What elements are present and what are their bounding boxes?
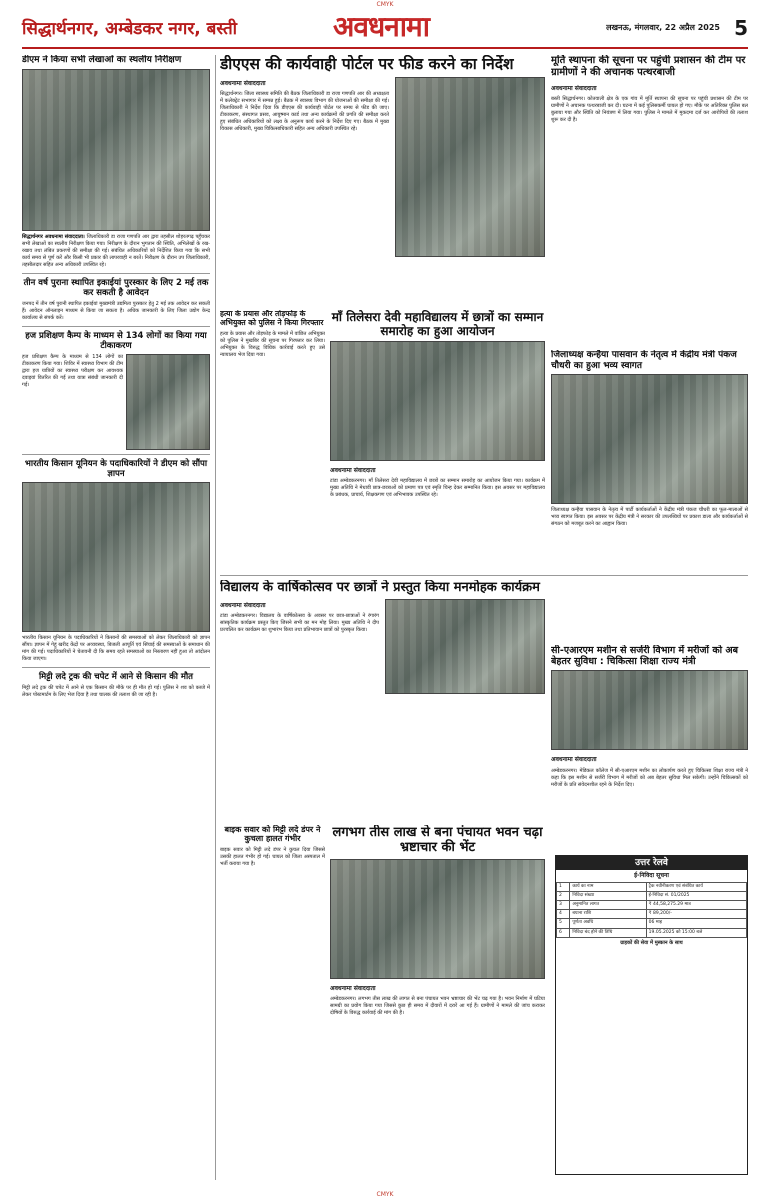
bike-body: बाइक सवार को मिट्टी लदे डंपर ने कुचल दिया जिससे उसकी हालत गंभीर हो गई। घायल को जिला अस्पताल में भर्ती कराया गया है। [220, 846, 325, 867]
kanhaiya-headline: जिलाध्यक्ष कन्हैया पासवान के नेतृत्व में केंद्रीय मंत्री पंकज चौधरी का हुआ भव्य स्वागत [551, 350, 737, 371]
story2-body: जनपद में तीन वर्ष पुरानी स्थापित इकाईयां मुख्यमंत्री उद्यमिता पुरस्कार हेतु 2 मई तक आवेदन कर सकती हैं। आवेदन ऑनलाइन माध्यम से किया जा सकता है। अधिक जानकारी के लिए जिला उद्योग केन्द्र कार्यालय से संपर्क करें। [22, 300, 210, 321]
cmo-body: अम्बेडकरनगर। मेडिकल कॉलेज में सी-एआरएम मशीन का लोकार्पण करते हुए चिकित्सा शिक्षा राज्य मंत्री ने कहा कि इस मशीन से सर्जरी विभाग में मरीजों को अब बेहतर सुविधा मिल सकेगी। उन्होंने चिकित्सकों को मरीजों के प्रति संवेदनशील रहने के निर्देश दिए। [551, 767, 748, 788]
tilesra-headline: माँ तिलेसरा देवी महाविद्यालय में छात्रों का सम्मान समारोह का हुआ आयोजन [331, 310, 544, 339]
murti-headline: मूर्ति स्थापना की सूचना पर पहुंची प्रशासन की टीम पर ग्रामीणों ने की अचानक पत्थरबाजी [551, 55, 746, 78]
ad-cell: 3 [557, 901, 570, 910]
cmo-headline: सी-एआरएम मशीन से सर्जरी विभाग में मरीजों को अब बेहतर सुविधा : चिकित्सा शिक्षा राज्य मंत्री [551, 645, 739, 668]
story4-body: भारतीय किसान यूनियन के पदाधिकारियों ने किसानों की समस्याओं को लेकर जिलाधिकारी को ज्ञापन सौंपा। ज्ञापन में गेहूं खरीद केंद्रों पर अव्यवस्था, बिजली आपूर्ति एवं सिंचाई की समस्याओं के समाधान की मांग की गई। पदाधिकारियों ने चेतावनी दी कि समय रहते समस्याओं का निस्तारण नहीं हुआ तो आंदोलन किया जाएगा। [22, 634, 210, 662]
story1-body: सिद्धार्थनगर अवधनामा संवाददाता। जिलाधिकारी डा राजा गणपति आर द्वारा तहसील शोहरतगढ़ पहुँचकर सभी लेखाओं का स्थलीय निरीक्षण किया गया। निरीक्षण के दौरान भुगतान की स्थिति, अभिलेखों के रख-रखाव तथा लंबित प्रकरणों की समीक्षा की गई। संबंधित अधिकारियों को निर्देशित किया गया कि सभी कार्य समय से पूर्ण करें और किसी भी प्रकार की लापरवाही न बरतें। निरीक्षण के दौरान उप जिलाधिकारी, तहसीलदार सहित अन्य अधिकारी उपस्थित रहे। [22, 233, 210, 268]
ad-cell: पूर्णता अवधि [570, 919, 646, 928]
story3-headline: हज प्रशिक्षण कैम्प के माध्यम से 134 लोगों का किया गया टीकाकरण [25, 330, 207, 351]
masthead-logo [318, 9, 444, 45]
kanhaiya-story [551, 350, 748, 640]
page-number: 5 [734, 16, 748, 40]
tilesra-body: टांडा अम्बेडकरनगर। माँ तिलेसरा देवी महाविद्यालय में छात्रों का सम्मान समारोह का आयोजन किया गया। कार्यक्रम में मुख्य अतिथि ने मेधावी छात्र-छात्राओं को प्रमाण पत्र एवं स्मृति चिन्ह देकर सम्मानित किया। इस अवसर पर महाविद्यालय के प्रबंधक, प्राचार्य, शिक्षकगण एवं अभिभावक उपस्थित रहे। [330, 478, 545, 499]
vidyalay-headline: विद्यालय के वार्षिकोत्सव पर छात्रों ने प्रस्तुत किया मनमोहक कार्यक्रम [220, 580, 540, 595]
masthead [22, 9, 748, 49]
masthead-date: लखनऊ, मंगलवार, 22 अप्रैल 2025 [606, 23, 720, 32]
cmyk-marker-bottom: CMYK [376, 1190, 394, 1198]
bike-story [220, 825, 325, 945]
lead-story [220, 55, 545, 305]
panchayat-headline: लगभग तीस लाख से बना पंचायत भवन चढ़ा भ्रष्टाचार की भेंट [332, 825, 543, 856]
masthead-city: सिद्धार्थनगर, अम्बेडकर नगर, बस्ती [22, 19, 238, 39]
ad-row [557, 892, 747, 901]
railway-tender-ad [555, 855, 748, 1175]
hatya-body: हत्या के प्रयास और तोड़फोड़ के मामले में वांछित अभियुक्त को पुलिस ने मुखबिर की सूचना पर गिरफ्तार कर लिया। अभियुक्त के विरुद्ध विधिक कार्रवाई करते हुए उसे न्यायालय भेज दिया गया। [220, 330, 325, 358]
hatya-story [220, 310, 325, 570]
ad-cell: ई-निविदा सं. 01/2025 [646, 892, 746, 901]
story1-dateline: सिद्धार्थनगर अवधनामा संवाददाता। [22, 233, 85, 240]
ad-subtitle: ई-निविदा सूचना [634, 872, 669, 880]
vidyalay-body: टांडा अम्बेडकरनगर। विद्यालय के वार्षिकोत्सव के अवसर पर छात्र-छात्राओं ने रंगारंग सांस्कृतिक कार्यक्रम प्रस्तुत किए जिसने सभी का मन मोह लिया। मुख्य अतिथि ने दीप प्रज्वलित कर कार्यक्रम का शुभारंभ किया तथा प्रतिभावान छात्रों को पुरस्कृत किया। [220, 613, 379, 634]
ad-cell: 6 [557, 928, 570, 937]
panchayat-body: अम्बेडकरनगर। लगभग तीस लाख की लागत से बना पंचायत भवन भ्रष्टाचार की भेंट चढ़ गया है। भवन निर्माण में घटिया सामग्री का प्रयोग किया गया जिससे कुछ ही समय में दीवारों में दरारें आ गई हैं। ग्रामीणों ने मामले की जांच कराकर दोषियों के विरुद्ध कार्रवाई की मांग की है। [330, 995, 545, 1016]
story1-headline: डीएम ने किया सभी लेखाओं का स्थलीय निरीक्षण [22, 55, 182, 65]
ad-row [557, 928, 747, 937]
cmo-photo [551, 670, 748, 750]
kanhaiya-body: जिलाध्यक्ष कन्हैया पासवान के नेतृत्व में पार्टी कार्यकर्ताओं ने केंद्रीय मंत्री पंकज चौधरी का फूल-मालाओं से भव्य स्वागत किया। इस अवसर पर केंद्रीय मंत्री ने सरकार की उपलब्धियों पर प्रकाश डाला और कार्यकर्ताओं से संगठन को मजबूत करने का आह्वान किया। [551, 507, 748, 528]
panchayat-dateline: अवधनामा संवाददाता [330, 984, 376, 992]
story1-photo [22, 69, 210, 231]
lead-body: सिद्धार्थनगर। जिला स्वास्थ्य समिति की बैठक जिलाधिकारी डा राजा गणपति आर की अध्यक्षता में कलेक्ट्रेट सभागार में सम्पन्न हुई। बैठक में स्वास्थ्य विभाग की योजनाओं की समीक्षा की गई। जिलाधिकारी ने निर्देश दिया कि डीएएस की कार्यवाही पोर्टल पर समय से फीड की जाए। टीकाकरण, संस्थागत प्रसव, आयुष्मान कार्ड तथा अन्य कार्यक्रमों की प्रगति की समीक्षा करते हुए संबंधित अधिकारियों को लक्ष्य के अनुरूप कार्य करने के निर्देश दिए गए। बैठक में मुख्य विकास अधिकारी, मुख्य चिकित्साधिकारी सहित अन्य अधिकारी उपस्थित रहे। [220, 91, 389, 133]
lead-photo [395, 77, 545, 257]
logo-text: अवधनामा [333, 10, 429, 44]
story4-headline: भारतीय किसान यूनियन के पदाधिकारियों ने डीएम को सौंपा ज्ञापन [24, 458, 208, 479]
cmyk-marker-top: CMYK [376, 1, 394, 8]
ad-cell: निविदा संख्या [570, 892, 646, 901]
story4-photo [22, 482, 210, 632]
section-rule [220, 575, 748, 576]
ad-row [557, 883, 747, 892]
lead-headline: डीएएस की कार्यवाही पोर्टल पर फीड करने का निर्देश [220, 55, 514, 73]
ad-title: उत्तर रेलवे [556, 856, 747, 870]
vidyalay-dateline: अवधनामा संवाददाता [220, 602, 266, 610]
ad-row [557, 901, 747, 910]
lead-dateline: अवधनामा संवाददाता [220, 80, 266, 88]
ad-cell: 06 माह [646, 919, 746, 928]
ad-footer: ग्राहकों की सेवा में मुस्कान के साथ [620, 939, 683, 946]
story2-headline: तीन वर्ष पुराना स्थापित इकाईयां पुरस्कार के लिए 2 मई तक कर सकती है आवेदन [23, 277, 209, 298]
tilesra-story [330, 310, 545, 570]
ad-cell: 5 [557, 919, 570, 928]
hatya-headline: हत्या के प्रयास और तोड़फोड़ के अभियुक्त को पुलिस ने किया गिरफ्तार [220, 310, 324, 327]
cmo-story [551, 645, 748, 850]
panchayat-story [330, 825, 545, 1175]
ad-cell: ट्रैक नवीनीकरण एवं संबंधित कार्य [646, 883, 746, 892]
ad-table [556, 882, 747, 937]
ad-cell: कार्य का नाम [570, 883, 646, 892]
murti-body: बस्ती सिद्धार्थनगर। कोतवाली क्षेत्र के एक गांव में मूर्ति स्थापना की सूचना पर पहुंची प्रशासन की टीम पर ग्रामीणों ने अचानक पत्थरबाजी कर दी। घटना में कई पुलिसकर्मी घायल हो गए। मौके पर अतिरिक्त पुलिस बल बुलाया गया और स्थिति को नियंत्रण में लिया गया। पुलिस ने मामले में मुकदमा दर्ज कर आरोपियों की तलाश शुरू कर दी है। [551, 95, 748, 123]
story5-body: मिट्टी लदे ट्रक की चपेट में आने से एक किसान की मौके पर ही मौत हो गई। पुलिस ने शव को कब्जे में लेकर पोस्टमार्टम के लिए भेज दिया है तथा चालक की तलाश की जा रही है। [22, 684, 210, 698]
ad-cell: ₹ 89,200/- [646, 910, 746, 919]
ad-row [557, 919, 747, 928]
story3-body: हज प्रशिक्षण कैम्प के माध्यम से 134 लोगों का टीकाकरण किया गया। शिविर में स्वास्थ्य विभाग की टीम द्वारा हज यात्रियों का स्वास्थ्य परीक्षण कर आवश्यक दवाइयां वितरित की गईं तथा यात्रा संबंधी जानकारी दी गई। [22, 353, 123, 388]
ad-cell: निविदा बंद होने की तिथि [570, 928, 646, 937]
story5-headline: मिट्टी लदे ट्रक की चपेट में आने से किसान की मौत [38, 671, 194, 682]
vidyalay-photo [385, 599, 545, 694]
cmo-dateline: अवधनामा संवाददाता [551, 756, 597, 764]
murti-story [551, 55, 748, 345]
ad-cell: 19.05.2025 को 15:00 बजे [646, 928, 746, 937]
tilesra-photo [330, 341, 545, 461]
bike-headline: बाइक सवार को मिट्टी लदे डंपर ने कुचला हालत गंभीर [224, 825, 321, 844]
column-rule [215, 55, 216, 1180]
vidyalay-story [220, 580, 545, 820]
kanhaiya-photo [551, 374, 748, 504]
panchayat-photo [330, 859, 545, 979]
ad-cell: बयाना राशि [570, 910, 646, 919]
ad-cell: ₹ 44,58,275.29 मात्र [646, 901, 746, 910]
tilesra-dateline: अवधनामा संवाददाता [330, 467, 376, 475]
ad-cell: 2 [557, 892, 570, 901]
story3-photo [126, 354, 210, 450]
ad-row [557, 910, 747, 919]
murti-dateline: अवधनामा संवाददाता [551, 84, 597, 92]
ad-cell: 4 [557, 910, 570, 919]
ad-cell: 1 [557, 883, 570, 892]
ad-cell: अनुमानित लागत [570, 901, 646, 910]
left-column [22, 55, 210, 1180]
